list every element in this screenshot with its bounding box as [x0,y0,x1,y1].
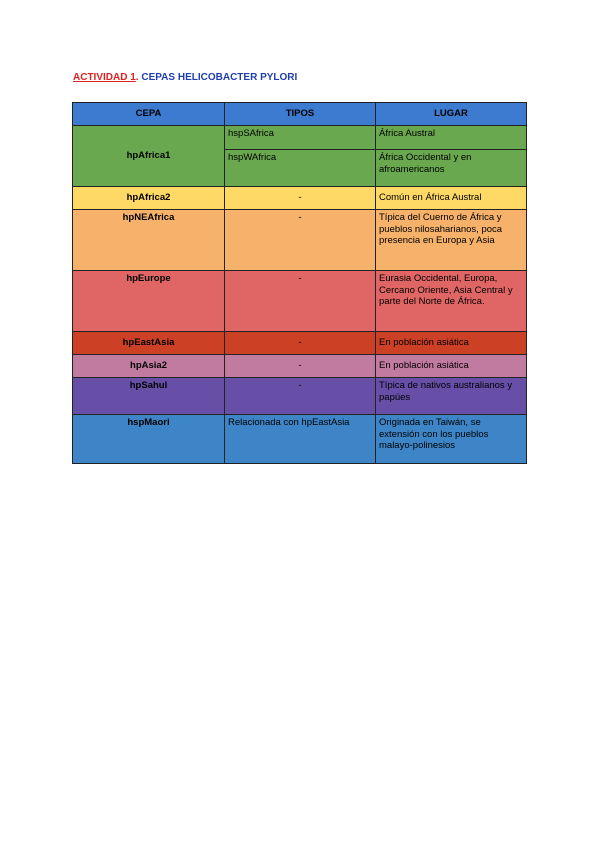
cepa-cell: hpEurope [73,271,225,332]
tipo-cell: - [225,355,376,378]
table-row [73,355,527,378]
table-row [73,378,527,415]
table-header-row [73,103,527,126]
header-lugar: LUGAR [376,103,527,126]
header-cepa: CEPA [73,103,225,126]
title-text: CEPAS HELICOBACTER PYLORI [138,72,298,83]
cepa-cell: hpAfrica1 [73,126,225,187]
table-row [73,332,527,355]
lugar-cell: Típica de nativos australianos y papúes [376,378,527,415]
title-separator: . [135,72,139,83]
table-row [73,210,527,271]
header-tipos: TIPOS [225,103,376,126]
lugar-cell: Típica del Cuerno de África y pueblos nilosaharianos, poca presencia en Europa y Asia [376,210,527,271]
activity-label: ACTIVIDAD 1 [73,72,136,83]
tipo-cell: - [225,332,376,355]
tipo-cell: - [225,210,376,271]
document-title [73,72,297,83]
lugar-cell: Originada en Taiwán, se extensión con los pueblos malayo-polinesios [376,415,527,464]
cepa-cell: hpNEAfrica [73,210,225,271]
tipo-cell: - [225,271,376,332]
lugar-cell: Eurasia Occidental, Europa, Cercano Oriente, Asia Central y parte del Norte de África. [376,271,527,332]
cepa-cell: hpSahul [73,378,225,415]
cepa-cell: hpEastAsia [73,332,225,355]
tipo-cell: - [225,378,376,415]
lugar-cell: En población asiática [376,332,527,355]
strains-table [72,102,527,464]
cepa-cell: hspMaori [73,415,225,464]
tipo-cell: - [225,187,376,210]
lugar-cell: África Occidental y en afroamericanos [376,150,527,187]
tipo-cell: hspWAfrica [225,150,376,187]
cepa-cell: hpAfrica2 [73,187,225,210]
lugar-cell: Común en África Austral [376,187,527,210]
lugar-cell: África Austral [376,126,527,150]
tipo-cell: hspSAfrica [225,126,376,150]
lugar-cell: En población asiática [376,355,527,378]
tipo-cell: Relacionada con hpEastAsia [225,415,376,464]
table-row [73,187,527,210]
cepa-cell: hpAsia2 [73,355,225,378]
table-row [73,126,527,150]
table-row [73,271,527,332]
table-row [73,415,527,464]
